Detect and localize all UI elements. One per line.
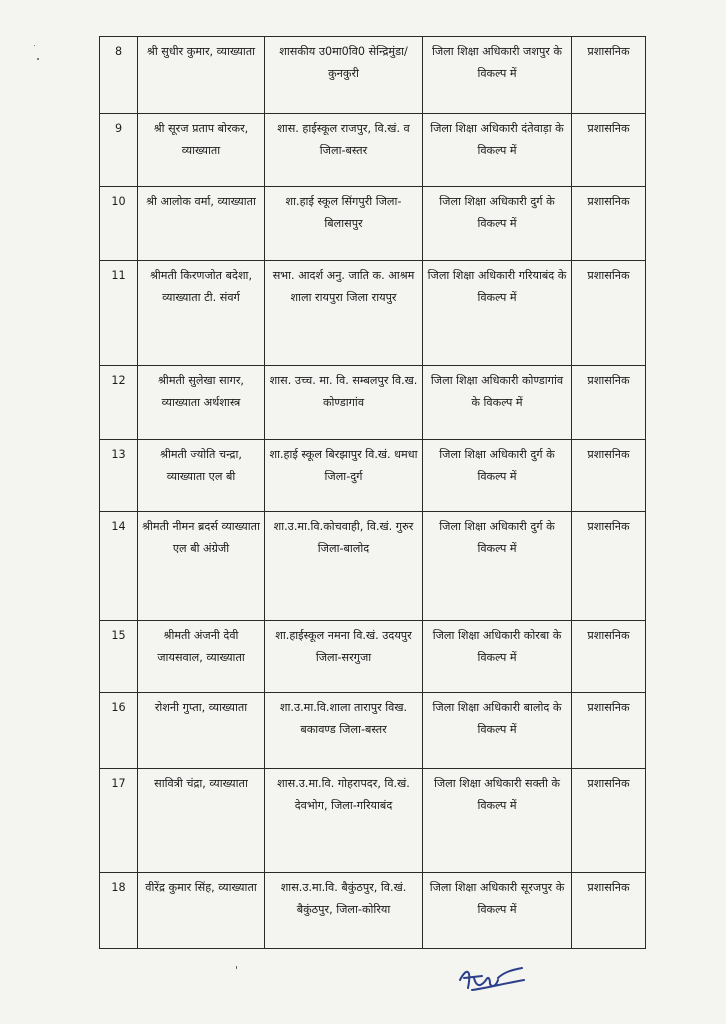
current-school: सभा. आदर्श अनु. जाति क. आश्रम शाला रायपुरा जिला रायपुर — [265, 261, 423, 366]
transfer-type: प्रशासनिक — [572, 366, 646, 440]
current-school: शासकीय उ0मा0वि0 सेन्द्रिमुंडा/कुनकुरी — [265, 37, 423, 114]
current-school: शा.हाईस्कूल नमना वि.खं. उदयपुर जिला-सरगुजा — [265, 621, 423, 693]
scan-speck — [37, 58, 39, 60]
table-row — [100, 769, 646, 873]
table-row — [100, 114, 646, 187]
posting-option: जिला शिक्षा अधिकारी कोरबा के विकल्प में — [423, 621, 572, 693]
posting-option: जिला शिक्षा अधिकारी जशपुर के विकल्प में — [423, 37, 572, 114]
transfer-type: प्रशासनिक — [572, 187, 646, 261]
table-row — [100, 366, 646, 440]
serial-number: 18 — [100, 873, 138, 949]
serial-number: 15 — [100, 621, 138, 693]
posting-option: जिला शिक्षा अधिकारी सक्ती के विकल्प में — [423, 769, 572, 873]
posting-option: जिला शिक्षा अधिकारी दुर्ग के विकल्प में — [423, 512, 572, 621]
table-row — [100, 261, 646, 366]
current-school: शा.हाई स्कूल सिंगपुरी जिला-बिलासपुर — [265, 187, 423, 261]
posting-option: जिला शिक्षा अधिकारी गरियाबंद के विकल्प में — [423, 261, 572, 366]
scan-speck — [34, 45, 35, 46]
serial-number: 16 — [100, 693, 138, 769]
current-school: शास.उ.मा.वि. गोहरापदर, वि.खं. देवभोग, जिला-गरियाबंद — [265, 769, 423, 873]
current-school: शास.उ.मा.वि. बैकुंठपुर, वि.खं. बैकुंठपुर, जिला-कोरिया — [265, 873, 423, 949]
employee-name: वीरेंद्र कुमार सिंह, व्याख्याता — [138, 873, 265, 949]
table-row — [100, 693, 646, 769]
posting-option: जिला शिक्षा अधिकारी कोण्डागांव के विकल्प में — [423, 366, 572, 440]
transfer-type: प्रशासनिक — [572, 440, 646, 512]
table-row — [100, 440, 646, 512]
employee-name: रोशनी गुप्ता, व्याख्याता — [138, 693, 265, 769]
transfer-type: प्रशासनिक — [572, 114, 646, 187]
serial-number: 8 — [100, 37, 138, 114]
employee-name: श्री आलोक वर्मा, व्याख्याता — [138, 187, 265, 261]
serial-number: 9 — [100, 114, 138, 187]
serial-number: 14 — [100, 512, 138, 621]
employee-name: श्रीमती किरणजोत बदेशा, व्याख्याता टी. संवर्ग — [138, 261, 265, 366]
scan-speck — [236, 966, 237, 969]
employee-name: श्री सुधीर कुमार, व्याख्याता — [138, 37, 265, 114]
table-row — [100, 37, 646, 114]
table-row — [100, 621, 646, 693]
table-row — [100, 873, 646, 949]
table-row — [100, 512, 646, 621]
transfer-type: प्रशासनिक — [572, 512, 646, 621]
transfer-type: प्रशासनिक — [572, 873, 646, 949]
signature-image — [452, 958, 532, 1002]
employee-name: श्रीमती सुलेखा सागर, व्याख्याता अर्थशास्त्र — [138, 366, 265, 440]
posting-option: जिला शिक्षा अधिकारी दंतेवाड़ा के विकल्प में — [423, 114, 572, 187]
transfer-table — [99, 36, 646, 949]
posting-option: जिला शिक्षा अधिकारी बालोद के विकल्प में — [423, 693, 572, 769]
posting-option: जिला शिक्षा अधिकारी दुर्ग के विकल्प में — [423, 187, 572, 261]
current-school: शास. उच्च. मा. वि. सम्बलपुर वि.ख. कोण्डागांव — [265, 366, 423, 440]
serial-number: 13 — [100, 440, 138, 512]
table-row — [100, 187, 646, 261]
transfer-type: प्रशासनिक — [572, 621, 646, 693]
current-school: शा.उ.मा.वि.कोचवाही, वि.खं. गुरुर जिला-बालोद — [265, 512, 423, 621]
transfer-type: प्रशासनिक — [572, 769, 646, 873]
serial-number: 17 — [100, 769, 138, 873]
transfer-type: प्रशासनिक — [572, 261, 646, 366]
employee-name: सावित्री चंद्रा, व्याख्याता — [138, 769, 265, 873]
serial-number: 12 — [100, 366, 138, 440]
employee-name: श्रीमती अंजनी देवी जायसवाल, व्याख्याता — [138, 621, 265, 693]
serial-number: 10 — [100, 187, 138, 261]
current-school: शास. हाईस्कूल राजपुर, वि.खं. व जिला-बस्तर — [265, 114, 423, 187]
posting-option: जिला शिक्षा अधिकारी सूरजपुर के विकल्प में — [423, 873, 572, 949]
current-school: शा.हाई स्कूल बिरझापुर वि.खं. धमधा जिला-दुर्ग — [265, 440, 423, 512]
employee-name: श्रीमती ज्योति चन्द्रा, व्याख्याता एल बी — [138, 440, 265, 512]
transfer-type: प्रशासनिक — [572, 693, 646, 769]
posting-option: जिला शिक्षा अधिकारी दुर्ग के विकल्प में — [423, 440, 572, 512]
transfer-type: प्रशासनिक — [572, 37, 646, 114]
current-school: शा.उ.मा.वि.शाला तारापुर विख. बकावण्ड जिला-बस्तर — [265, 693, 423, 769]
serial-number: 11 — [100, 261, 138, 366]
employee-name: श्री सूरज प्रताप बोरकर, व्याख्याता — [138, 114, 265, 187]
employee-name: श्रीमती नीमन ब्रदर्स व्याख्याता एल बी अंग्रेजी — [138, 512, 265, 621]
